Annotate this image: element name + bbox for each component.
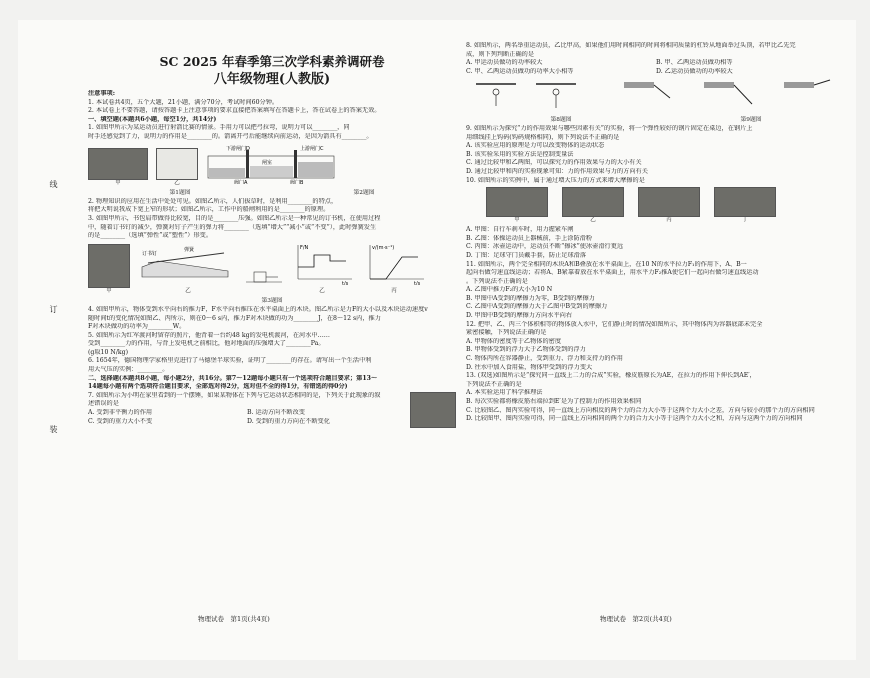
archery-photo [88, 148, 148, 180]
exam-subtitle: 八年级物理(人教版) [213, 72, 331, 87]
question-text: 2. 物理知识的应用在生活中处处可见。如图乙所示，人们拔草时，是利用________的特点， [88, 197, 338, 205]
question-text: 用细线挂上钩码(钩码规格相同)，则下列说法不正确的是 [466, 133, 620, 141]
svg-text:订书钉: 订书钉 [142, 250, 158, 257]
question-text: 9. 如图所示为探究“力的作用效果与哪些因素有关”的实验，将一个弹性较好的钢片固定在桌边，在钢片上 [466, 124, 753, 132]
option: A. 乙图中推力F₂的大小为10 N [466, 286, 553, 294]
svg-text:弹簧: 弹簧 [184, 246, 195, 253]
grass-photo [156, 148, 198, 180]
option: A. 甲物体的密度等于乙物体的密度 [466, 337, 562, 345]
option: C. 物体丙所在容器静止，受到重力、浮力和支持力的作用 [466, 355, 623, 363]
question-text: 用大气压的实例：________。 [88, 366, 169, 374]
option: A. 该实验应用的原理是力可以改变物体的运动状态 [466, 142, 605, 150]
goalkeeper-photo [714, 187, 776, 217]
option: A. 本实验运用了科学推理法 [466, 389, 543, 397]
option: B. 运动方向不断改变 [247, 409, 305, 417]
force-time-graph [290, 243, 354, 285]
question-text: 成，则下列判断正确的是 [466, 50, 535, 58]
option: D. 丁图：足球守门员戴手套，防止足球滑落 [466, 251, 587, 259]
section-heading: 一、填空题(本题共6小题，每空1分，共14分) [88, 115, 217, 123]
question-text: 随时间t的变化情况如图乙、丙所示，则在0～6 s内，推力F对木块做的功为________J，在8～12 s内，推力 [88, 314, 381, 322]
question-text: 7. 如图所示为小明在家里看到的一个摆锤，如果某物体在下列与它运动状态相同的是，下列关于此现象的叙 [88, 391, 381, 399]
option: D. 往水中加入食用盐，物体甲受到的浮力变大 [466, 363, 593, 371]
option: C. 比较图乙、图丙实验可得，同一直线上方向相反的两个力的合力大小等于这两个力大小之差，方向与较小的那个力的方向相同 [466, 406, 815, 414]
question-text: 12. 把甲、乙、丙三个体积相等的物体放入水中，它们静止时的情况如图所示，其中物体丙为容器底部未完全 [466, 320, 763, 328]
pendulum-photo [410, 392, 456, 428]
option: D. 受到的重力方向在不断变化 [247, 417, 330, 425]
svg-text:v/(m·s⁻¹): v/(m·s⁻¹) [372, 244, 395, 251]
note-item: 2. 本试卷上不要答题，请按答题卡上注意事项的要求直接把答案填写在答题卡上，答在试卷上的答案无效。 [88, 107, 381, 115]
svg-text:t/s: t/s [342, 280, 349, 285]
question-text: 时手还感觉到了力，说明力的作用是________的。箭离开弓后能继续向前运动，是因为箭具有________。 [88, 132, 373, 140]
option: C. 通过比较甲和乙两图，可以探究力的作用效果与力的大小有关 [466, 159, 642, 167]
gymnast-photo [562, 187, 624, 217]
option: B. 甲物体受到的浮力大于乙物体受到的浮力 [466, 346, 586, 354]
question-text: 8. 如图所示，两名举重运动员，乙比甲高，如果他们用时间相同的时间将相同质量的杠铃从地面举过头顶，若甲比乙先完 [466, 42, 796, 49]
question-text: 下列说法不正确的是 [466, 380, 522, 388]
question-text: 受到________力的作用，与背上发电机之前相比，他对地面的压强增大了________Pa。 [88, 340, 325, 348]
options [466, 59, 846, 76]
question-text: 紧密接触，下列说法正确的是 [466, 329, 547, 337]
question-text: 13. (双选)如图所示是“探究同一直线上二力的合成”实验，橡皮筋原长为AE，在拉力的作用下伸长到AE′， [466, 372, 756, 380]
option: C. 丙图：冰壶运动中，运动员不断“擦冰”使冰壶滑行更远 [466, 243, 624, 251]
side-mark: 线 [49, 180, 58, 188]
stapler-diagram [138, 243, 238, 285]
figure-caption: 第2题图 [353, 190, 375, 197]
fig2-label: 下游闸门D [226, 145, 250, 152]
option: B. 甲图中A受到的摩擦力为零，B受到的摩擦力 [466, 294, 595, 302]
question-text: 3. 如图甲所示，书包肩带做得比较宽，目的是________压强。如图乙所示是一种常见的订书机，在使用过程 [88, 214, 381, 222]
exam-title: SC 2025 年春季第三次学科素养调研卷 [159, 54, 385, 69]
svg-text:F/N: F/N [300, 244, 309, 251]
option: C. 乙图中A受到的摩擦力大于乙图中B受到的摩擦力 [466, 303, 608, 311]
steel-plate-diagram [604, 78, 834, 114]
exam-sheet [18, 20, 856, 660]
question-text: 中，随着订书钉的减少，弹簧对钉子产生的弹力将________（选填“增大”“减小”或“不变”），此时弹簧发生 [88, 223, 377, 231]
ship-lock-diagram [206, 144, 336, 184]
question-text: (g取10 N/kg) [88, 348, 129, 356]
question-text: F对木块做功的功率为________W。 [88, 323, 186, 331]
section-heading: 二、选择题(本题共8小题，每小题2分，共16分。第7～12题每小题只有一个选项符合题目要求；第13～ [88, 374, 378, 382]
question-text: 1. 如图甲所示为某运动员进行射箭比赛的情景。手用力可以把弓拉弯，说明力可以________，同 [88, 124, 350, 132]
option: A. 甲图：自行车刹车时，用力握紧车闸 [466, 226, 574, 234]
side-mark: 订 [49, 305, 58, 313]
question-text: 6. 1654年，德国物理学家格里克进行了马德堡半球实验，证明了________的存在。请写出一个生活中利 [88, 357, 372, 365]
fig2-label: 闸室 [262, 159, 273, 166]
section-heading: 14题每小题有两个选项符合题目要求，全部选对得2分，选对但不全的得1分，有错选的得0分) [88, 383, 348, 391]
figure-caption: 第9题图 [740, 117, 762, 124]
backpack-photo [88, 244, 130, 288]
figure-caption: 第1题图 [169, 190, 191, 197]
figure-8-9-row [466, 78, 846, 114]
question-text: 的是________（选填“弹性”或“塑性”）形变。 [88, 232, 213, 240]
question-text: 10. 如图所示的实例中，属于通过增大压力的方式来增大摩擦的是 [466, 176, 645, 184]
figure-caption: 第3题图 [261, 298, 283, 305]
fig2-label: 阀门A [234, 179, 248, 184]
question-text: 4. 如图甲所示，物体受到水平向右的推力F，F水平向右推压在水平桌面上的木块。图乙所示是力F的大小以及木块运动速度v [88, 305, 428, 313]
option: D. 比较图甲、图丙实验可得，同一直线上方向相同的两个力的合力大小等于这两个力大小之和，方向与这两个力的方向相同 [466, 415, 803, 423]
velocity-time-graph [362, 243, 426, 285]
bike-brake-photo [486, 187, 548, 217]
figure-caption: 第8题图 [550, 117, 572, 124]
option: B. 乙图：体操运动员上器械前，手上涂防滑粉 [466, 234, 593, 242]
options [88, 409, 406, 426]
svg-text:t/s: t/s [414, 280, 421, 285]
fig2-label: 上游闸门C [300, 145, 324, 152]
page-footer: 物理试卷 第1页(共4页) [198, 615, 270, 623]
question-text: 起向右做匀速直线运动；若将A、B紧靠着放在水平桌面上，用水平力F₂推A使它们一起向右做匀速直线运动 [466, 269, 759, 277]
block-diagram [246, 250, 282, 292]
figure-10-row: 甲 乙 丙 丁 [486, 187, 846, 224]
right-column [466, 42, 846, 424]
note-item: 1. 本试卷共4页，五个大题，21小题，满分70分，考试时间60分钟。 [88, 98, 279, 106]
notes-heading: 注意事项: [88, 90, 116, 97]
figure-1-2-row: 甲 乙 下游闸门D 上游闸门C 闸室 阀门A 阀门B [88, 144, 456, 188]
option: C. 甲、乙两运动员做功的功率大小相等 [466, 67, 574, 75]
option: D. 甲图中B受到的摩擦力方向水平向右 [466, 312, 573, 320]
page-footer: 物理试卷 第2页(共4页) [600, 615, 672, 623]
question-text: 11. 如图所示，两个完全相同的木块A和B叠放在水平桌面上，在10 N的水平拉力F₁的作用下，A、B一 [466, 260, 747, 268]
fig2-label: 阀门B [290, 179, 304, 184]
option: A. 受到非平衡力的作用 [88, 409, 153, 417]
side-mark: 装 [49, 425, 58, 433]
option: B. 甲、乙两运动员做功相等 [656, 59, 733, 67]
curling-photo [638, 187, 700, 217]
question-text: 述错误的是 [88, 400, 119, 408]
option: C. 受到的重力大小不变 [88, 417, 153, 425]
option: A. 甲运动员做功的功率较大 [466, 59, 543, 67]
question-text: 。下列说法不正确的是 [466, 277, 528, 285]
option: D. 乙运动员做功的功率较大 [656, 67, 733, 75]
option: B. 该实验采用的实验方法是控制变量法 [466, 150, 574, 158]
weightlifter-diagram [466, 78, 596, 114]
figure-3-row: 甲 订书钉 弹簧 乙 F/N t/s 乙 v/(m·s⁻¹) t/s 丙 [88, 243, 456, 296]
question-text: 将把大明说我成下宽上窄的形状；如图乙所示，工作中的船闸利用的是________的原理。 [88, 206, 330, 214]
option: D. 通过比较甲和丙的实验现象可知：力的作用效果与力的方向有关 [466, 167, 648, 175]
question-text: 5. 如图所示为红军渡河时留存的照片，他背着一台约48 kg的发电机渡河，在河水中…… [88, 331, 330, 339]
option: B. 每次实验都将橡皮筋右端拉到E′是为了控制力的作用效果相同 [466, 398, 642, 405]
left-column [88, 20, 456, 428]
